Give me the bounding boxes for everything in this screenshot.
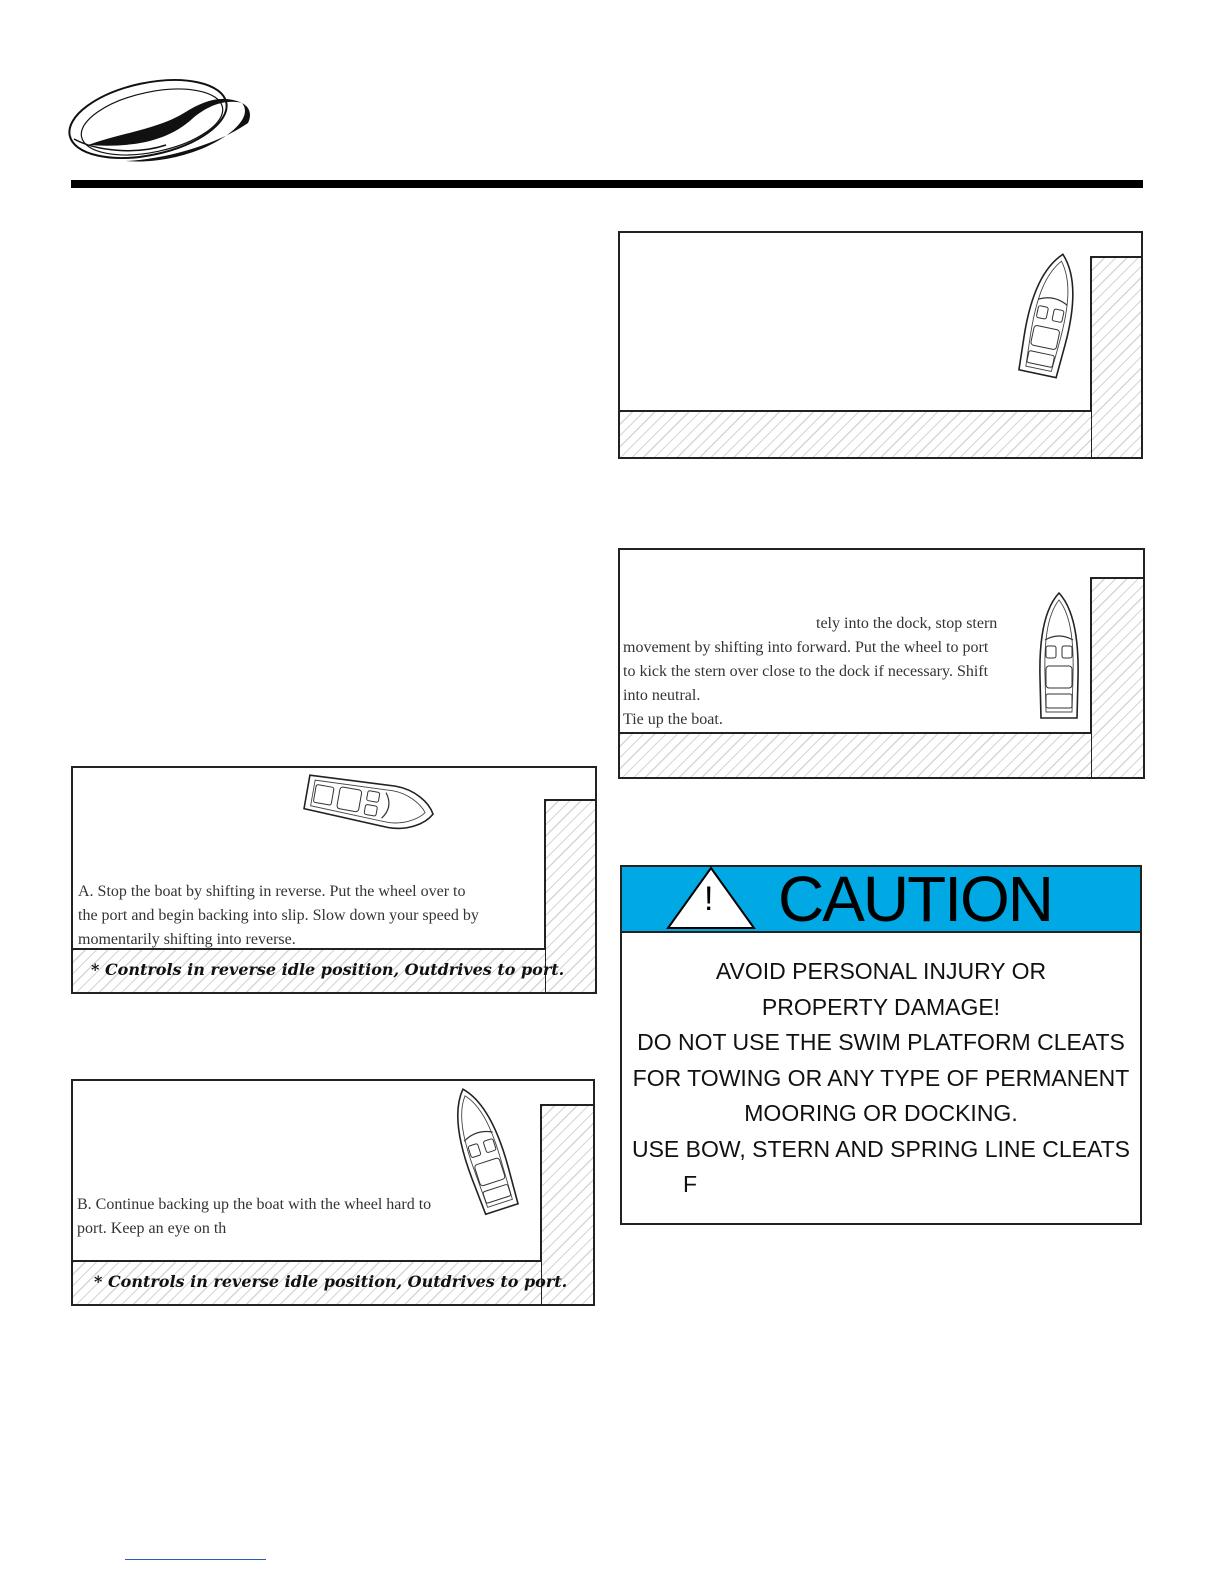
warning-symbol: ! [704, 880, 714, 918]
boat-diagram-icon [1015, 250, 1085, 380]
boat-diagram-icon [1033, 590, 1085, 722]
dock-vertical [1090, 256, 1143, 459]
caution-line: AVOID PERSONAL INJURY OR [715, 958, 1047, 984]
step-a-line: momentarily shifting into reverse. [78, 931, 296, 948]
step-d-text [623, 612, 1033, 732]
step-a-line: A. Stop the boat by shifting in reverse. Put the wheel over to [78, 883, 466, 900]
step-b-line: B. Continue backing up the boat with the wheel hard to [77, 1196, 432, 1213]
boat-diagram-icon [300, 770, 440, 836]
caution-body [620, 933, 1142, 1225]
header-rule [71, 180, 1143, 188]
footer-link-line[interactable] [125, 1559, 266, 1560]
dock-horizontal [620, 732, 1091, 777]
caution-line: USE BOW, STERN AND SPRING LINE CLEATS [631, 1136, 1130, 1162]
step-a-text [78, 880, 538, 952]
step-b-line: port. Keep an eye on th [77, 1220, 227, 1237]
caution-line: DO NOT USE THE SWIM PLATFORM CLEATS [637, 1029, 1125, 1055]
caution-line: PROPERTY DAMAGE! [761, 994, 1001, 1020]
caution-line: F [683, 1171, 698, 1197]
caution-line: MOORING OR DOCKING. [744, 1100, 1018, 1126]
caution-line: FOR TOWING OR ANY TYPE OF PERMANENT [632, 1065, 1130, 1091]
step-d-line: Tie up the boat. [623, 711, 723, 728]
step-d-line: into neutral. [623, 687, 701, 704]
dock-vertical [1090, 577, 1145, 779]
step-a-note: * Controls in reverse idle position, Outdrives to port. [91, 960, 565, 979]
caution-title: CAUTION [778, 863, 1052, 935]
brand-swoosh-logo [66, 75, 256, 167]
step-d-line: tely into the dock, stop stern [816, 615, 998, 632]
step-b-note: * Controls in reverse idle position, Outdrives to port. [94, 1272, 568, 1291]
step-d-line: to kick the stern over close to the dock if necessary. Shift [623, 663, 989, 680]
step-b-text [77, 1193, 477, 1241]
dock-horizontal [620, 410, 1091, 457]
step-d-line: movement by shifting into forward. Put the wheel to port [623, 639, 989, 656]
step-a-line: the port and begin backing into slip. Slow down your speed by [78, 907, 479, 924]
